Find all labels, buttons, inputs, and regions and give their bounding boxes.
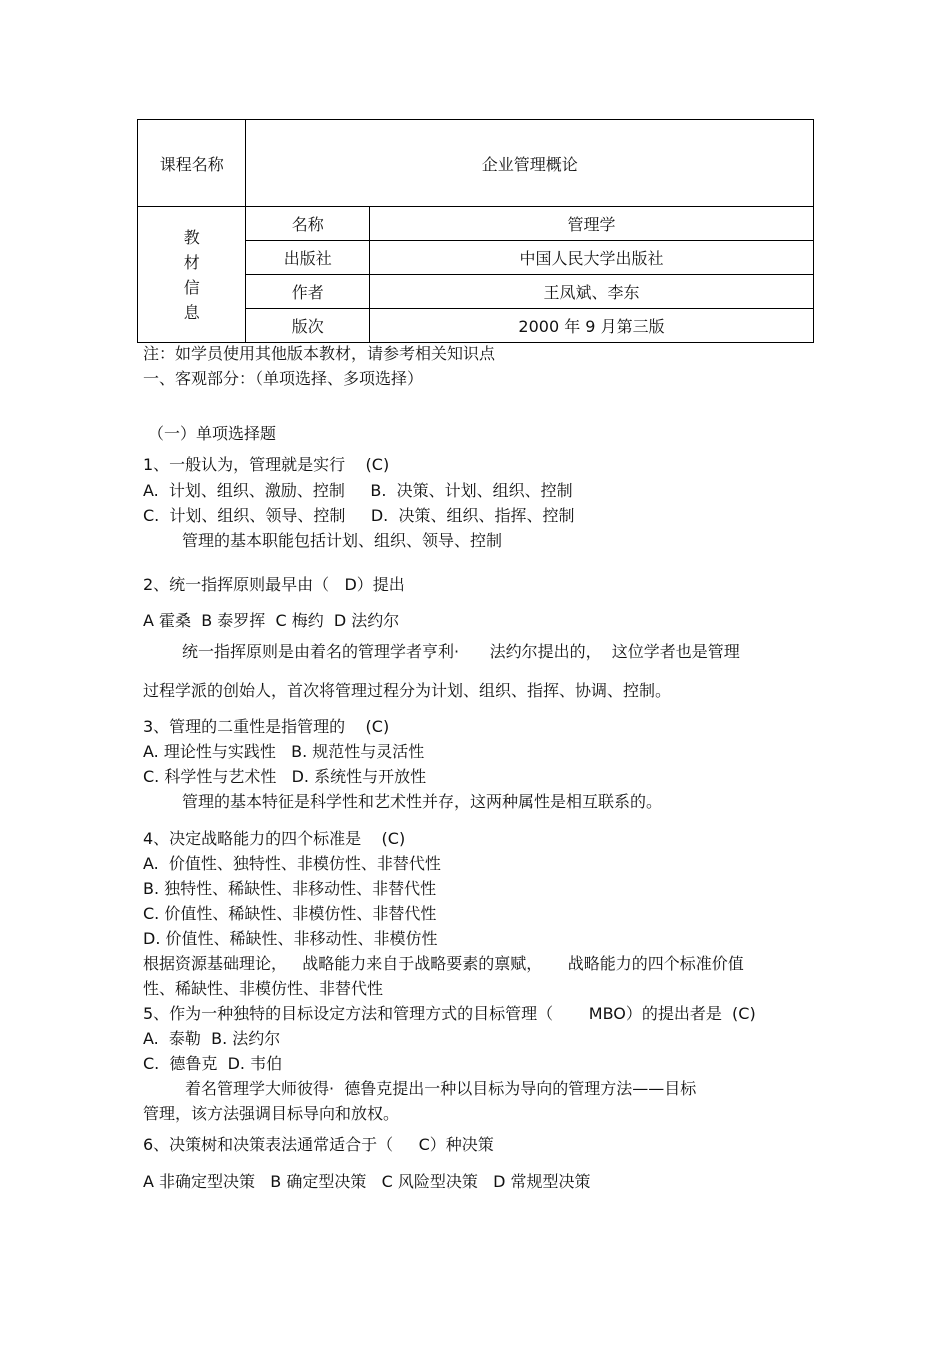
q5-stem: 5、作为一种独特的目标设定方法和管理方式的目标管理（ MBO）的提出者是 (C) (143, 1004, 756, 1023)
q2-explanation: 统一指挥原则是由着名的管理学者亨利· 法约尔提出的， 这位学者也是管理 (182, 642, 740, 661)
q5-explanation: 着名管理学大师彼得· 德鲁克提出一种以目标为导向的管理方法——目标 (185, 1079, 697, 1098)
q1-options: A. 计划、组织、激励、控制 B. 决策、计划、组织、控制 (143, 481, 573, 500)
q4-option-b: B. 独特性、稀缺性、非移动性、非替代性 (143, 879, 437, 898)
q2-options: A 霍桑 B 泰罗挥 C 梅约 D 法约尔 (143, 611, 400, 630)
q5-options: A. 泰勒 B. 法约尔 (143, 1029, 281, 1048)
q4-stem: 4、决定战略能力的四个标准是 (C) (143, 829, 406, 848)
q2-stem: 2、统一指挥原则最早由（ D）提出 (143, 575, 405, 594)
textbook-label-char: 息 (183, 302, 200, 322)
q3-stem: 3、管理的二重性是指管理的 (C) (143, 717, 390, 736)
note: 注：如学员使用其他版本教材，请参考相关知识点 (143, 344, 496, 363)
textbook-field-label: 名称 (246, 207, 370, 241)
q4-option-c: C. 价值性、稀缺性、非模仿性、非替代性 (143, 904, 437, 923)
course-name-label: 课程名称 (138, 120, 246, 207)
q1-options: C. 计划、组织、领导、控制 D. 决策、组织、指挥、控制 (143, 506, 575, 525)
q1-stem: 1、一般认为，管理就是实行 (C) (143, 455, 390, 474)
q5-explanation: 管理，该方法强调目标导向和放权。 (143, 1104, 400, 1123)
textbook-field-value: 中国人民大学出版社 (370, 241, 814, 275)
q1-explanation: 管理的基本职能包括计划、组织、领导、控制 (182, 531, 503, 550)
textbook-label-char: 教 (183, 227, 200, 247)
q6-options: A 非确定型决策 B 确定型决策 C 风险型决策 D 常规型决策 (143, 1172, 591, 1191)
course-row (138, 120, 814, 207)
q2-explanation: 过程学派的创始人，首次将管理过程分为计划、组织、指挥、协调、控制。 (143, 681, 672, 700)
textbook-info-label (138, 207, 246, 343)
textbook-info-table (137, 119, 814, 343)
textbook-field-value: 管理学 (370, 207, 814, 241)
q3-options: A. 理论性与实践性 B. 规范性与灵活性 (143, 742, 425, 761)
textbook-label-char: 信 (183, 277, 200, 297)
textbook-row (138, 207, 814, 241)
q4-option-a: A. 价值性、独特性、非模仿性、非替代性 (143, 854, 441, 873)
q4-option-d: D. 价值性、稀缺性、非移动性、非模仿性 (143, 929, 438, 948)
section-title: 一、客观部分：（单项选择、多项选择） (143, 369, 424, 388)
textbook-field-label: 版次 (246, 309, 370, 343)
textbook-field-value: 王凤斌、李东 (370, 275, 814, 309)
q5-options: C. 德鲁克 D. 韦伯 (143, 1054, 283, 1073)
textbook-field-label: 出版社 (246, 241, 370, 275)
q3-options: C. 科学性与艺术性 D. 系统性与开放性 (143, 767, 427, 786)
q4-explanation: 性、稀缺性、非模仿性、非替代性 (143, 979, 384, 998)
q3-explanation: 管理的基本特征是科学性和艺术性并存，这两种属性是相互联系的。 (182, 792, 663, 811)
course-name-value: 企业管理概论 (246, 120, 814, 207)
q6-stem: 6、决策树和决策表法通常适合于（ C）种决策 (143, 1135, 494, 1154)
subsection-title: （一）单项选择题 (148, 424, 277, 443)
textbook-label-char: 材 (183, 252, 200, 272)
q4-explanation: 根据资源基础理论， 战略能力来自于战略要素的禀赋， 战略能力的四个标准价值 (143, 954, 744, 973)
textbook-field-value: 2000 年 9 月第三版 (370, 309, 814, 343)
textbook-field-label: 作者 (246, 275, 370, 309)
